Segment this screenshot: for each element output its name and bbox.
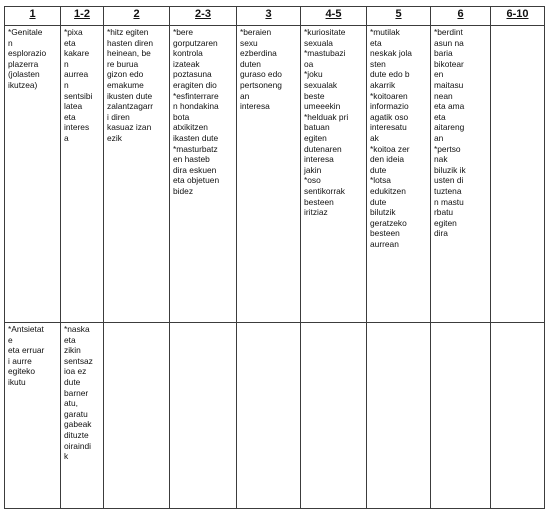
header-age-3: 3 [237, 7, 301, 26]
table-cell: *Genitale n esplorazio plazerra (jolasten ikutzea) [5, 26, 61, 323]
table-cell [301, 323, 367, 509]
header-age-1: 1 [5, 7, 61, 26]
table-cell [104, 323, 170, 509]
header-age-6: 6 [431, 7, 491, 26]
table-cell: *beraien sexu ezberdina duten guraso edo pertsoneng an interesa [237, 26, 301, 323]
table-cell: *Antsietat e eta erruar i aurre egiteko ikutu [5, 323, 61, 509]
header-age-2-3: 2-3 [170, 7, 237, 26]
header-row [5, 7, 545, 26]
table-cell: *pixa eta kakare n aurrea n sentsibi latea eta interes a [61, 26, 104, 323]
table-row [5, 323, 545, 509]
table-cell [491, 323, 545, 509]
header-age-5: 5 [367, 7, 431, 26]
table-cell: *berdint asun na baria bikotear en maitasu nean eta ama eta aitareng an *pertso nak biluzik ik usten di tuztena n mastu rbatu egiten dira [431, 26, 491, 323]
header-age-4-5: 4-5 [301, 7, 367, 26]
table-cell: *hitz egiten hasten diren heinean, be re burua gizon edo emakume ikusten dute zalantzagarr i diren kasuaz izan ezik [104, 26, 170, 323]
table-cell [431, 323, 491, 509]
table-cell: *mutilak eta neskak jola sten dute edo b akarrik *koitoaren informazio agatik oso interesatu ak *koitoa zer den ideia dute *lotsa edukitzen dute bilutzik geratzeko besteen aurrean [367, 26, 431, 323]
table-row [5, 26, 545, 323]
table-cell: *bere gorputzaren kontrola izateak poztasuna eragiten dio *esfinterrare n hondakina bota atxikitzen ikasten dute *masturbatz en hasteb dira eskuen eta objetuen bidez [170, 26, 237, 323]
table-cell [491, 26, 545, 323]
header-age-1-2: 1-2 [61, 7, 104, 26]
table-cell: *naska eta zikin sentsaz ioa ez dute barner atu, garatu gabeak dituzte oiraindi k [61, 323, 104, 509]
development-table [4, 6, 545, 509]
header-age-2: 2 [104, 7, 170, 26]
table-cell [237, 323, 301, 509]
table-cell [170, 323, 237, 509]
header-age-6-10: 6-10 [491, 7, 545, 26]
table-cell: *kuriositate sexuala *mastubazi oa *joku sexualak beste umeeekin *helduak pri batuan egiten dutenaren interesa jakin *oso sentikorrak besteen iritziaz [301, 26, 367, 323]
table-cell [367, 323, 431, 509]
